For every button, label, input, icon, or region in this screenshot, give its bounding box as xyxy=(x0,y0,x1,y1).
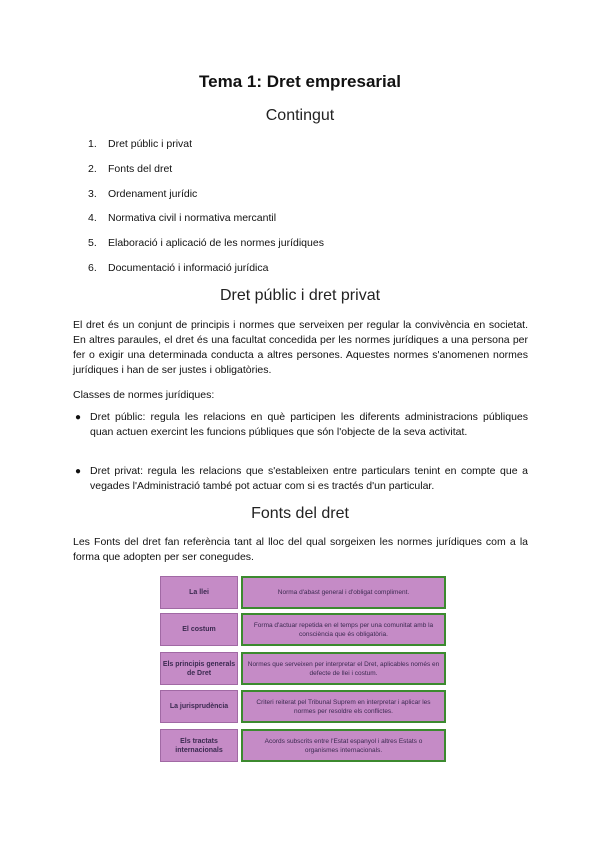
section-heading-dret-public-privat: Dret públic i dret privat xyxy=(219,287,381,304)
contents-heading: Contingut xyxy=(265,107,335,124)
document-title: Tema 1: Dret empresarial xyxy=(199,72,401,91)
table-row xyxy=(160,652,440,685)
source-description: Acords subscrits entre l'Estat espanyol i altres Estats o organismes internacionals. xyxy=(241,729,446,762)
table-row xyxy=(160,729,440,762)
source-name: Els tractats internacionals xyxy=(160,729,238,762)
bullet-item: ● Dret privat: regula les relacions que s'estableixen entre particulars tenint en compte que a vegades l'Administració també pot actuar com si es tractés d'un particular. xyxy=(75,465,528,492)
toc-item: 2. Fonts del dret xyxy=(88,163,173,175)
source-description: Criteri reiterat pel Tribunal Suprem en interpretar i aplicar les normes per resoldre els conflictes. xyxy=(241,690,446,723)
toc-item: 1. Dret públic i privat xyxy=(88,138,193,150)
source-name: Els principis generals de Dret xyxy=(160,652,238,685)
classes-label: Classes de normes jurídiques: xyxy=(73,389,215,401)
toc-item: 3. Ordenament jurídic xyxy=(88,188,198,200)
bullet-item: ● Dret públic: regula les relacions en què participen les diferents administracions públiques quan actuen exercint les funcions públiques que són l'objecte de la seva activitat. xyxy=(75,411,528,438)
source-name: La llei xyxy=(160,576,238,609)
source-description: Norma d'abast general i d'obligat compliment. xyxy=(241,576,446,609)
source-name: El costum xyxy=(160,613,238,646)
bullet-icon: ● xyxy=(75,466,82,477)
table-row xyxy=(160,576,440,609)
bullet-icon: ● xyxy=(75,412,82,423)
section-paragraph: El dret és un conjunt de principis i normes que serveixen per regular la convivència en societat. En altres paraules, el dret és una facultat concedida per les normes jurídiques a una persona per fer o exigir una determinada conducta a altres persones. Aquestes normes s'anomenen normes jurídiques i han de ser justes i obligatòries. xyxy=(73,319,528,376)
section-paragraph: Les Fonts del dret fan referència tant al lloc del qual sorgeixen les normes jurídiques com a la forma que adopten per ser conegudes. xyxy=(73,536,528,563)
source-description: Normes que serveixen per interpretar el Dret, aplicables només en defecte de llei i costum. xyxy=(241,652,446,685)
table-row xyxy=(160,613,440,646)
source-description: Forma d'actuar repetida en el temps per una comunitat amb la consciència que és obligatòria. xyxy=(241,613,446,646)
toc-item: 6. Documentació i informació jurídica xyxy=(88,262,269,274)
toc-item: 5. Elaboració i aplicació de les normes jurídiques xyxy=(88,237,324,249)
table-row xyxy=(160,690,440,723)
toc-item: 4. Normativa civil i normativa mercantil xyxy=(88,212,277,224)
source-name: La jurisprudència xyxy=(160,690,238,723)
section-heading-fonts-dret: Fonts del dret xyxy=(251,505,349,522)
